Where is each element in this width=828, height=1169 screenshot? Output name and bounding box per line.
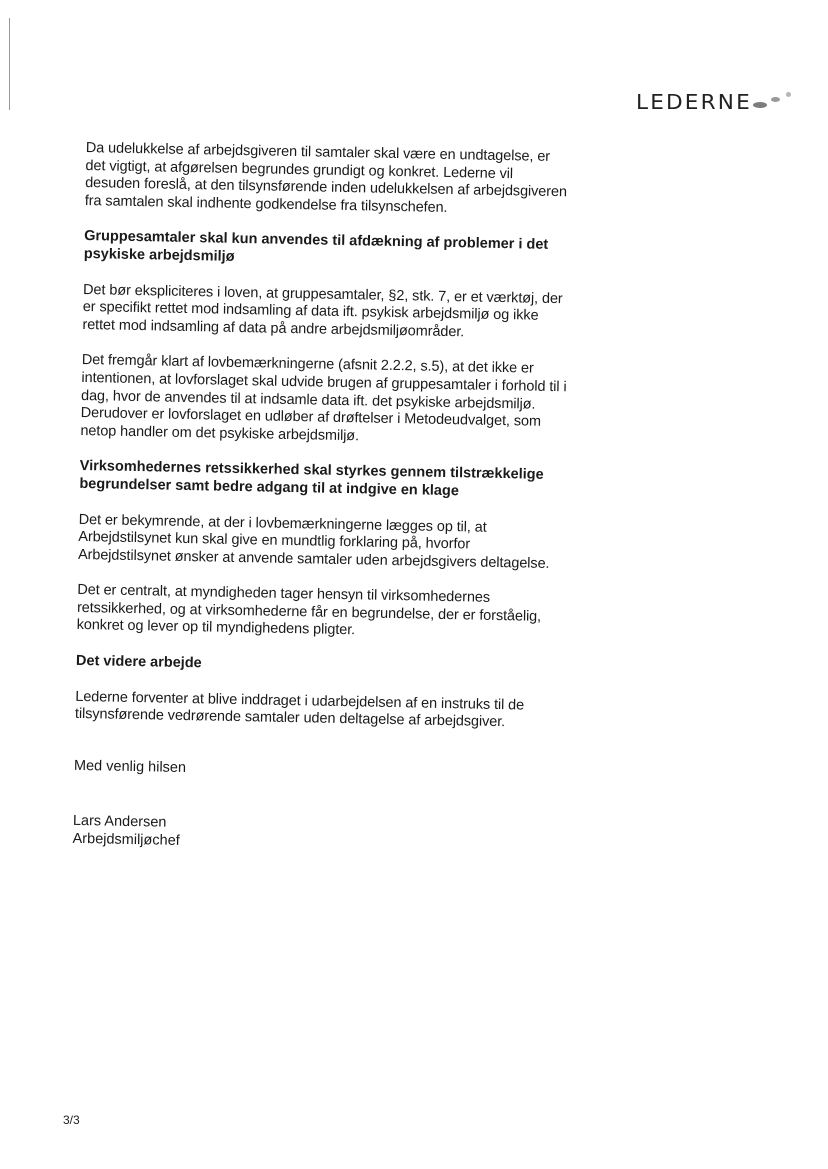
paragraph-concern: Det er bekymrende, at der i lovbemærkningerne lægges op til, at Arbejdstilsynet kun skal give en mundtlig forklaring på, hvorfor Arbejdstilsynet ønsker at anvende samtaler uden arbejdsgivers deltagelse. [77, 511, 550, 572]
closing-greeting: Med venlig hilsen [73, 757, 187, 776]
paragraph-expectation: Lederne forventer at blive inddraget i udarbejdelsen af en instruks til de tilsynsførende vedrørende samtaler uden deltagelse af arbejdsgiver. [74, 688, 525, 731]
lederne-logo [636, 90, 801, 114]
heading-legal-certainty: Virksomhedernes retssikkerhed skal styrkes gennem tilstrækkelige begrundelser samt bedre adgang til at indgive en klage [79, 458, 544, 500]
paragraph-group-interviews-law: Det bør ekspliciteres i loven, at gruppesamtaler, §2, stk. 7, er et værktøj, der er specifikt rettet mod indsamling af data ift. psykisk arbejdsmiljø og ikke rettet mod indsamling af data på andre arbejdsmiljøområder. [82, 281, 563, 341]
heading-group-interviews: Gruppesamtaler skal kun anvendes til afdækning af problemer i det psykiske arbejdsmiljø [83, 228, 549, 265]
signer-title: Arbejdsmiljøchef [72, 830, 180, 849]
logo-dot-medium [771, 97, 780, 102]
logo-text: LEDERNE [636, 90, 752, 114]
paragraph-remarks: Det fremgår klart af lovbemærkningerne (afsnit 2.2.2, s.5), at det ikke er intentionen, at lovforslaget skal udvide brugen af gruppesamtaler i forhold til i dag, hvor de anvendes til at indsamle data ift. det psykiske arbejdsmiljø. Derudover er lovforslaget en udløber af drøftelser i Metodeudvalget, som netop handler om det psykiske arbejdsmiljø. [80, 352, 567, 445]
paragraph-central: Det er centralt, at myndigheden tager hensyn til virksomhedernes retssikkerhed, og at virksomhederne får en begrundelse, der er forståelig, konkret og lever op til myndighedens pligter. [76, 582, 542, 639]
signature-block [72, 813, 559, 858]
paragraph-exclusion: Da udelukkelse af arbejdsgiveren til samtaler skal være en undtagelse, er det vigtigt, at afgørelsen begrundes grundigt og konkret. Lederne vil desuden foreslå, at den tilsynsførende inden udelukkelsen af arbejdsgiveren fra samtalen skal indhente godkendelse fra tilsynschefen. [84, 140, 568, 216]
logo-dot-small [786, 92, 791, 97]
three-dots-logo-icon [749, 90, 801, 114]
logo-dot-large [753, 102, 767, 108]
heading-further-work: Det videre arbejde [75, 652, 202, 672]
scan-edge-line [9, 18, 10, 110]
signer-name: Lars Andersen [72, 813, 167, 832]
letter-body [72, 140, 572, 858]
page-number: 3/3 [63, 1113, 80, 1127]
